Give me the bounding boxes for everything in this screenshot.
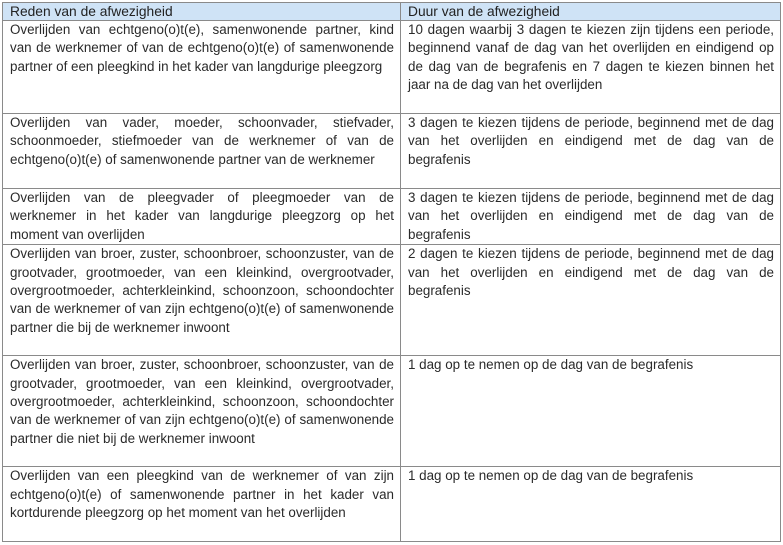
header-duration: Duur van de afwezigheid — [401, 3, 781, 21]
table-row — [3, 189, 781, 245]
duration-cell: 1 dag op te nemen op de dag van de begrafenis — [401, 356, 781, 467]
reason-cell: Overlijden van broer, zuster, schoonbroer, schoonzuster, van de grootvader, grootmoeder, van een kleinkind, overgrootvader, overgrootmoeder, achterkleinkind, schoonzoon, schoondochter van de werknemer of van zijn echtgeno(o)t(e) of samenwonende partner die niet bij de werknemer inwoont — [3, 356, 401, 467]
leave-of-absence-table — [2, 2, 781, 542]
table-row — [3, 245, 781, 356]
reason-cell: Overlijden van de pleegvader of pleegmoeder van de werknemer in het kader van langdurige pleegzorg op het moment van overlijden — [3, 189, 401, 245]
reason-cell: Overlijden van een pleegkind van de werknemer of van zijn echtgeno(o)t(e) of samenwonende partner in het kader van kortdurende pleegzorg op het moment van het overlijden — [3, 467, 401, 542]
table-row — [3, 356, 781, 467]
table-row — [3, 114, 781, 189]
duration-cell: 2 dagen te kiezen tijdens de periode, beginnend met de dag van het overlijden en eindigend met de dag van de begrafenis — [401, 245, 781, 356]
table-row — [3, 21, 781, 114]
reason-cell: Overlijden van echtgeno(o)t(e), samenwonende partner, kind van de werknemer of van de echtgeno(o)t(e) of samenwonende partner of een pleegkind in het kader van langdurige pleegzorg — [3, 21, 401, 114]
table-header-row — [3, 3, 781, 21]
reason-cell: Overlijden van broer, zuster, schoonbroer, schoonzuster, van de grootvader, grootmoeder, van een kleinkind, overgrootvader, overgrootmoeder, achterkleinkind, schoonzoon, schoondochter van de werknemer of van zijn echtgeno(o)t(e) of samenwonende partner die bij de werknemer inwoont — [3, 245, 401, 356]
reason-cell: Overlijden van vader, moeder, schoonvader, stiefvader, schoonmoeder, stiefmoeder van de werknemer of van de echtgeno(o)t(e) of samenwonende partner van de werknemer — [3, 114, 401, 189]
duration-cell: 1 dag op te nemen op de dag van de begrafenis — [401, 467, 781, 542]
duration-cell: 10 dagen waarbij 3 dagen te kiezen zijn tijdens een periode, beginnend vanaf de dag van het overlijden en eindigend op de dag van de begrafenis en 7 dagen te kiezen binnen het jaar na de dag van het overlijden — [401, 21, 781, 114]
duration-cell: 3 dagen te kiezen tijdens de periode, beginnend met de dag van het overlijden en eindigend met de dag van de begrafenis — [401, 114, 781, 189]
duration-cell: 3 dagen te kiezen tijdens de periode, beginnend met de dag van het overlijden en eindigend met de dag van de begrafenis — [401, 189, 781, 245]
header-reason: Reden van de afwezigheid — [3, 3, 401, 21]
table-row — [3, 467, 781, 542]
